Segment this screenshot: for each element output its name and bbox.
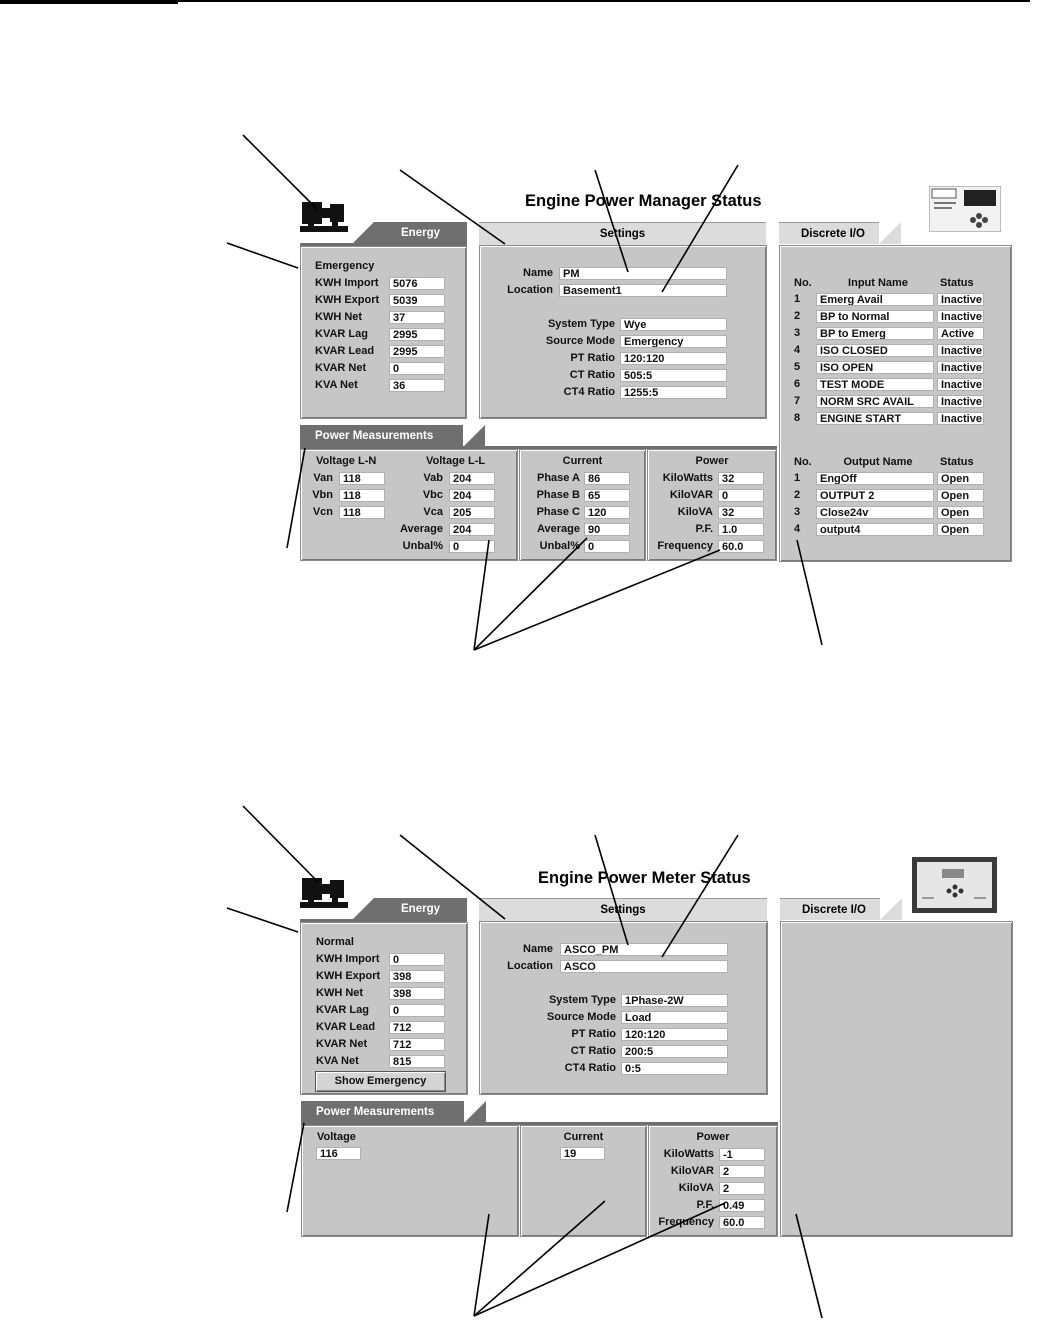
setting-value[interactable]: 1255:5 [620,386,727,399]
energy-label: KVA Net [315,379,358,391]
screen-title: Engine Power Manager Status [525,192,762,210]
col-no-output: No. [794,456,812,468]
current-label: Phase C [536,506,580,518]
power-head: Power [696,1131,730,1143]
voltage-ll-value: 0 [449,540,495,553]
power-value: 2 [719,1165,765,1178]
power-head: Power [695,455,729,467]
io-number: 1 [794,293,801,305]
io-number: 4 [794,523,801,535]
setting-label: CT4 Ratio [563,386,615,398]
current-label: Unbal% [539,540,580,552]
io-number: 3 [794,327,801,339]
callout-line [474,538,587,650]
callout-line [662,835,738,957]
io-name: Emerg Avail [816,293,934,306]
col-no: No. [794,277,812,289]
voltage-ll-label: Vca [423,506,443,518]
callout-line [474,1214,489,1316]
power-label: KiloWatts [662,472,713,484]
callout-line [400,835,505,919]
energy-label: KWH Net [315,311,363,323]
callout-line [797,540,822,645]
io-status: Inactive [937,378,984,391]
voltage-ln-label: Vbn [312,489,333,501]
voltage-ln-label: Vcn [312,506,333,518]
location-field[interactable]: ASCO [560,960,728,973]
io-status: Inactive [937,361,984,374]
energy-value: 398 [389,970,445,983]
energy-value: 398 [389,987,445,1000]
callout-line [227,908,298,932]
callout-line [595,835,628,945]
show-emergency-button[interactable]: Show Emergency [315,1071,446,1092]
io-status: Inactive [937,293,984,306]
power-value: 0 [718,489,764,502]
setting-label: CT Ratio [570,1045,616,1057]
power-value: 32 [718,472,764,485]
setting-label: Source Mode [545,335,615,347]
name-label: Name [523,943,553,955]
setting-label: CT4 Ratio [564,1062,616,1074]
current-value: 120 [584,506,630,519]
callout-line [227,243,298,268]
current-label: Phase B [536,489,580,501]
callout-line [243,806,318,882]
power-label: P.F. [695,523,713,535]
energy-value: 2995 [389,328,445,341]
voltage-ll-value: 204 [449,489,495,502]
current-value: 90 [584,523,630,536]
setting-value[interactable]: Wye [620,318,727,331]
energy-label: KWH Import [316,953,380,965]
io-name: Close24v [816,506,934,519]
energy-label: KVAR Net [316,1038,368,1050]
power-value: 2 [719,1182,765,1195]
voltage-ll-head: Voltage L-L [426,455,486,467]
col-output-name: Output Name [843,456,913,468]
current-value: 86 [584,472,630,485]
energy-source: Normal [316,936,354,948]
setting-value[interactable]: 0:5 [621,1062,728,1075]
io-number: 3 [794,506,801,518]
power-label: KiloVAR [669,489,713,501]
callout-line [595,170,628,272]
io-status: Active [937,327,984,340]
io-name: ISO CLOSED [816,344,934,357]
energy-value: 36 [389,379,445,392]
power-value: 60.0 [718,540,764,553]
power-value: -1 [719,1148,765,1161]
io-name: NORM SRC AVAIL [816,395,934,408]
io-number: 7 [794,395,801,407]
voltage-ll-label: Unbal% [402,540,443,552]
tab-discrete-io[interactable]: Discrete I/O [779,222,879,244]
energy-value: 815 [389,1055,445,1068]
tab-settings[interactable]: Settings [479,898,767,921]
setting-label: System Type [547,318,615,330]
callout-line [474,1201,605,1316]
voltage-ll-label: Vab [423,472,443,484]
energy-label: KVA Net [316,1055,359,1067]
power-value: 0.49 [719,1199,765,1212]
energy-label: KWH Export [316,970,381,982]
callout-line [287,1123,304,1212]
io-name: ENGINE START [816,412,934,425]
setting-value[interactable]: 120:120 [620,352,727,365]
name-label: Name [523,267,553,279]
io-number: 2 [794,310,801,322]
energy-value: 712 [389,1021,445,1034]
power-value: 60.0 [719,1216,765,1229]
callout-line [287,448,305,548]
name-field[interactable]: ASCO_PM [560,943,728,956]
io-number: 4 [794,344,801,356]
voltage-ll-value: 204 [449,472,495,485]
col-input-name: Input Name [848,277,908,289]
io-name: ISO OPEN [816,361,934,374]
energy-label: KVAR Lead [316,1021,376,1033]
io-status: Inactive [937,310,984,323]
power-value: 1.0 [718,523,764,536]
io-number: 6 [794,378,801,390]
voltage-ln-head: Voltage L-N [316,455,377,467]
io-status: Inactive [937,412,984,425]
voltage-ln-value: 118 [339,506,385,519]
tab-energy[interactable]: Energy [374,222,467,244]
tab-settings[interactable]: Settings [479,222,766,245]
energy-source: Emergency [315,260,375,272]
energy-value: 2995 [389,345,445,358]
io-name: EngOff [816,472,934,485]
current-value: 19 [560,1147,605,1160]
io-status: Open [937,506,984,519]
setting-label: Source Mode [546,1011,616,1023]
voltage-ll-label: Average [399,523,443,535]
callout-line [243,135,318,210]
current-head: Current [562,455,603,467]
io-status: Open [937,489,984,502]
setting-value[interactable]: 200:5 [621,1045,728,1058]
callout-line [662,165,738,292]
io-name: output4 [816,523,934,536]
callout-line [474,550,720,650]
voltage-ln-value: 118 [339,489,385,502]
current-value: 0 [584,540,630,553]
name-field[interactable]: PM [559,267,727,280]
tab-power-measurements[interactable]: Power Measurements [301,1101,464,1123]
callout-line [474,1203,725,1316]
energy-label: KVAR Lag [316,1004,369,1016]
energy-label: KWH Import [315,277,379,289]
setting-value[interactable]: Emergency [620,335,727,348]
power-value: 32 [718,506,764,519]
setting-label: PT Ratio [571,1028,616,1040]
io-status: Open [937,523,984,536]
location-label: Location [507,284,553,296]
callout-line [400,170,505,244]
power-label: KiloVA [678,1182,714,1194]
callout-line [474,540,489,650]
tab-discrete-io[interactable]: Discrete I/O [780,898,880,920]
col-status-output: Status [940,456,974,468]
setting-label: CT Ratio [569,369,615,381]
tab-energy[interactable]: Energy [374,898,467,920]
energy-value: 0 [389,1004,445,1017]
setting-value[interactable]: 120:120 [621,1028,728,1041]
energy-label: KWH Net [316,987,364,999]
current-value: 65 [584,489,630,502]
energy-value: 37 [389,311,445,324]
energy-label: KWH Export [315,294,380,306]
io-number: 5 [794,361,801,373]
setting-value[interactable]: Load [621,1011,728,1024]
setting-value[interactable]: 505:5 [620,369,727,382]
energy-value: 0 [389,362,445,375]
voltage-ln-label: Van [313,472,333,484]
io-name: BP to Emerg [816,327,934,340]
io-name: OUTPUT 2 [816,489,934,502]
energy-value: 5076 [389,277,445,290]
voltage-ll-value: 205 [449,506,495,519]
setting-value[interactable]: 1Phase-2W [621,994,728,1007]
power-label: P.F. [696,1199,714,1211]
energy-label: KVAR Net [315,362,367,374]
power-label: Frequency [657,540,713,552]
power-label: KiloVAR [670,1165,714,1177]
voltage-ln-value: 118 [339,472,385,485]
io-number: 1 [794,472,801,484]
energy-value: 5039 [389,294,445,307]
col-status: Status [940,277,974,289]
location-label: Location [507,960,553,972]
power-label: KiloVA [677,506,713,518]
voltage-ll-value: 204 [449,523,495,536]
power-label: KiloWatts [663,1148,714,1160]
io-status: Inactive [937,395,984,408]
power-label: Frequency [658,1216,714,1228]
energy-value: 712 [389,1038,445,1051]
screen-title: Engine Power Meter Status [538,869,751,887]
voltage-value: 116 [316,1147,361,1160]
energy-label: KVAR Lead [315,345,375,357]
io-status: Inactive [937,344,984,357]
io-name: TEST MODE [816,378,934,391]
io-status: Open [937,472,984,485]
current-head: Current [563,1131,604,1143]
tab-power-measurements[interactable]: Power Measurements [300,425,463,447]
energy-value: 0 [389,953,445,966]
setting-label: System Type [548,994,616,1006]
current-label: Average [536,523,580,535]
current-label: Phase A [536,472,580,484]
voltage-ll-label: Vbc [422,489,443,501]
callout-line [796,1214,822,1318]
energy-label: KVAR Lag [315,328,368,340]
setting-label: PT Ratio [570,352,615,364]
io-name: BP to Normal [816,310,934,323]
io-number: 8 [794,412,801,424]
io-number: 2 [794,489,801,501]
voltage-head: Voltage [317,1131,356,1143]
location-field[interactable]: Basement1 [559,284,727,297]
